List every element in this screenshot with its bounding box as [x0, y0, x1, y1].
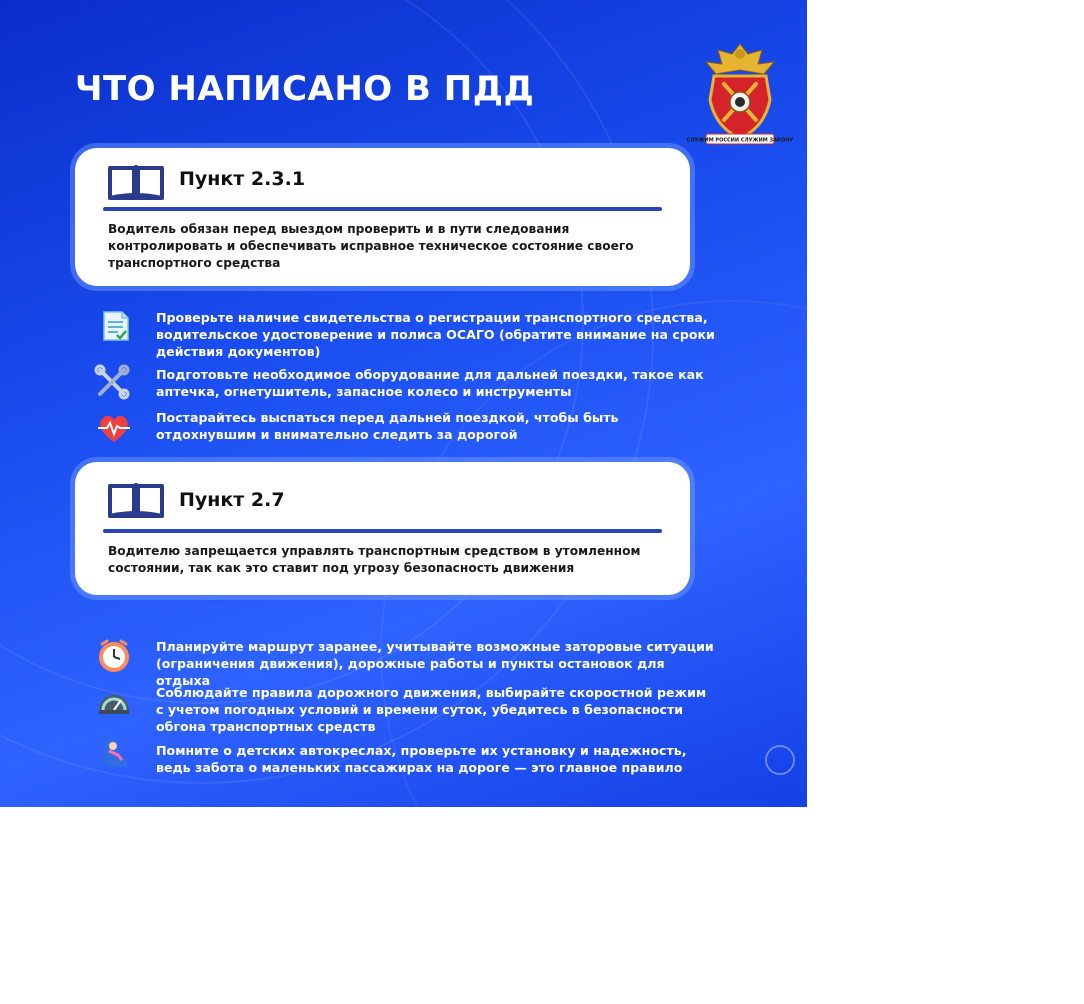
divider [103, 207, 662, 211]
tip-route: Планируйте маршрут заранее, учитывайте возможные заторовые ситуации (ограничения движения), дорожные работы и пункты остановок для отдыха [156, 639, 714, 688]
speedometer-icon [96, 684, 132, 720]
rule-card-2-3-1 [75, 148, 690, 286]
rule-text: Водителю запрещается управлять транспортным средством в утомленном состоянии, так как это ставит под угрозу безопасность движения [108, 544, 641, 575]
page-title: ЧТО НАПИСАНО В ПДД [75, 69, 535, 109]
emblem-ribbon-text: СЛУЖИМ РОССИИ СЛУЖИМ ЗАКОНУ [686, 137, 794, 144]
rule-heading: Пункт 2.7 [179, 489, 285, 511]
tip-rest: Постарайтесь выспаться перед дальней поездкой, чтобы быть отдохнувшим и внимательно следить за дорогой [156, 410, 619, 442]
tools-icon [94, 364, 130, 400]
decorative-ring [765, 745, 795, 775]
rule-card-2-7 [75, 462, 690, 595]
rule-heading: Пункт 2.3.1 [179, 168, 306, 190]
document-icon [98, 308, 134, 344]
police-emblem-icon [686, 40, 794, 152]
clock-icon [96, 638, 132, 674]
tip-speed: Соблюдайте правила дорожного движения, выбирайте скоростной режим с учетом погодных условий и времени суток, убедитесь в безопасности обгона транспортных средств [156, 685, 707, 734]
rule-text: Водитель обязан перед выездом проверить и в пути следования контролировать и обеспечивать исправное техническое состояние своего транспортного средства [108, 222, 634, 270]
child-seat-icon [96, 735, 132, 771]
open-book-icon [107, 162, 165, 202]
tip-child-seats: Помните о детских автокреслах, проверьте их установку и надежность, ведь забота о маленьких пассажирах на дороге — это главное правило [156, 743, 687, 775]
heart-pulse-icon [96, 410, 132, 446]
tip-equipment: Подготовьте необходимое оборудование для дальней поездки, такое как аптечка, огнетушитель, запасное колесо и инструменты [156, 367, 704, 399]
tip-documents: Проверьте наличие свидетельства о регистрации транспортного средства, водительское удостоверение и полиса ОСАГО (обратите внимание на сроки действия документов) [156, 310, 715, 359]
divider [103, 529, 662, 533]
open-book-icon [107, 480, 165, 520]
